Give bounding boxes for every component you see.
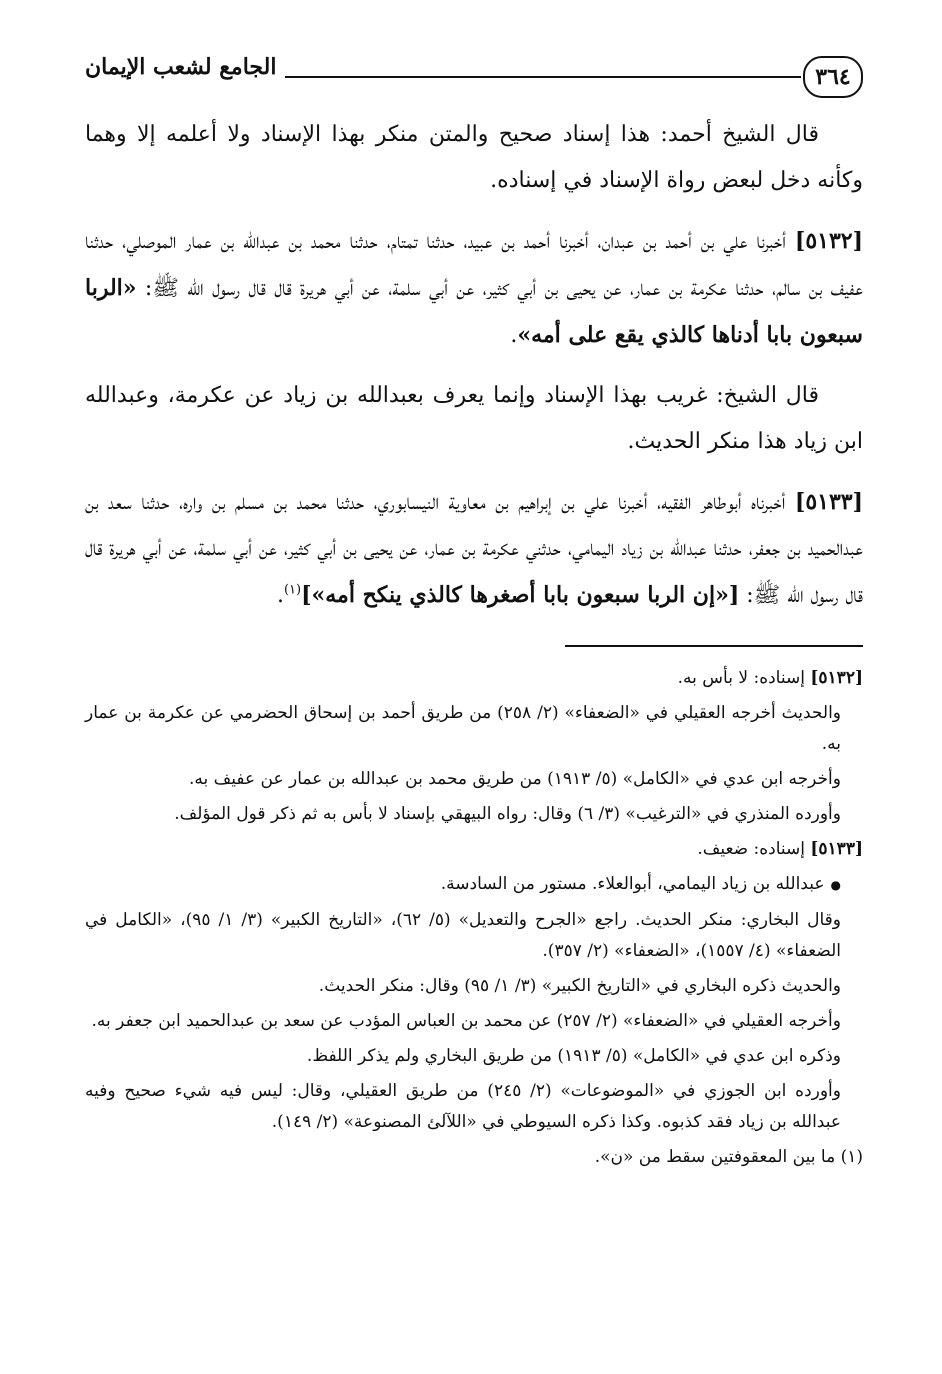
note-grade: إسناده: ضعيف. xyxy=(697,839,811,859)
note-grade: إسناده: لا بأس به. xyxy=(677,668,811,688)
hadith-end: . xyxy=(276,583,284,608)
note-line: وأورده ابن الجوزي في «الموضوعات» (٢/ ٢٤٥) من طريق العقيلي، وقال: ليس فيه شيء صحيح وفيه عبدالله بن زياد فقد كذبوه. وكذا ذكره السيوطي في «اللآلئ المصنوعة» (٢/ ١٤٩). xyxy=(85,1081,841,1132)
footnote-separator xyxy=(565,645,863,647)
book-page xyxy=(85,48,863,1348)
page-header xyxy=(85,48,863,104)
bullet-icon: ● xyxy=(830,878,841,892)
note-line: وأخرجه ابن عدي في «الكامل» (٥/ ١٩١٣) من طريق محمد بن عبدالله بن عمار عن عفيف به. xyxy=(189,769,841,789)
hadith-chain: أخبرنا علي بن أحمد بن عبدان، أخبرنا أحمد بن عبيد، حدثنا تمتام، حدثنا محمد بن عبدالله بن عمار الموصلي، حدثنا عفيف بن سالم، حدثنا عكرمة بن عمار، عن يحيى بن أبي كثير، عن أبي سلمة، عن أبي هريرة قال قال رسول الله ﷺ: xyxy=(85,229,863,301)
note-number: [٥١٣٢] xyxy=(810,668,863,688)
running-title: الجامع لشعب الإيمان xyxy=(85,54,277,80)
note-5133-heading xyxy=(85,834,863,865)
footnote-1: (١) ما بين المعقوفتين سقط من «ن». xyxy=(594,1147,863,1167)
note-text: عبدالله بن زياد اليمامي، أبوالعلاء. مستور من السادسة. xyxy=(440,874,825,894)
hadith-number: [٥١٣٢] xyxy=(794,228,863,254)
footnotes xyxy=(85,663,863,1173)
hadith-5133 xyxy=(85,479,863,619)
header-rule xyxy=(285,76,801,78)
hadith-text: «الربا سبعون بابا أدناها كالذي يقع على أمه» xyxy=(85,275,863,348)
note-line: وقال البخاري: منكر الحديث. راجع «الجرح والتعديل» (٥/ ٦٢)، «التاريخ الكبير» (٣/ ١/ ٩٥)، «الكامل في الضعفاء» (٤/ ١٥٥٧)، «الضعفاء» (٢/ ٣٥٧). xyxy=(85,910,842,961)
hadith-end: . xyxy=(510,323,518,348)
comment-paragraph-2: قال الشيخ: غريب بهذا الإسناد وإنما يعرف بعبدالله بن زياد عن عكرمة، وعبدالله ابن زياد هذا منكر الحديث. xyxy=(85,383,863,454)
hadith-number: [٥١٣٣] xyxy=(794,489,863,515)
note-line: وأخرجه العقيلي في «الضعفاء» (٢/ ٢٥٧) عن محمد بن العباس المؤدب عن سعد بن عبدالحميد ابن جعفر به. xyxy=(91,1011,841,1031)
page-number: ٣٦٤ xyxy=(803,56,863,98)
hadith-5132 xyxy=(85,218,863,359)
comment-paragraph-1: قال الشيخ أحمد: هذا إسناد صحيح والمتن منكر بهذا الإسناد ولا أعلمه إلا وهما وكأنه دخل لبعض رواة الإسناد في إسناده. xyxy=(85,122,863,193)
note-line: والحديث أخرجه العقيلي في «الضعفاء» (٢/ ٢٥٨) من طريق أحمد بن إسحاق الحضرمي عن عكرمة بن عمار به. xyxy=(85,703,841,754)
note-line xyxy=(85,869,863,901)
note-5132-heading xyxy=(85,663,863,694)
hadith-text: [«إن الربا سبعون بابا أصغرها كالذي ينكح أمه»] xyxy=(301,582,740,608)
note-line: وأورده المنذري في «الترغيب» (٣/ ٦) وقال: رواه البيهقي بإسناد لا بأس به ثم ذكر قول المؤلف. xyxy=(174,804,841,824)
footnote-marker: (١) xyxy=(283,582,302,598)
hadith-chain: أخبرناه أبوطاهر الفقيه، أخبرنا علي بن إبراهيم بن معاوية النيسابوري، حدثنا محمد بن مسلم بن واره، حدثنا سعد بن عبدالحميد بن جعفر، حدثنا عبدالله بن زياد اليمامي، حدثني عكرمة بن عمار، عن يحيى بن أبي كثير، عن أبي سلمة، عن أبي هريرة قال قال رسول الله ﷺ: xyxy=(85,490,863,608)
main-text xyxy=(85,112,863,619)
note-line: والحديث ذكره البخاري في «التاريخ الكبير» (٣/ ١/ ٩٥) وقال: منكر الحديث. xyxy=(318,976,841,996)
note-line: وذكره ابن عدي في «الكامل» (٥/ ١٩١٣) من طريق البخاري ولم يذكر اللفظ. xyxy=(306,1046,841,1066)
note-number: [٥١٣٣] xyxy=(810,839,863,859)
